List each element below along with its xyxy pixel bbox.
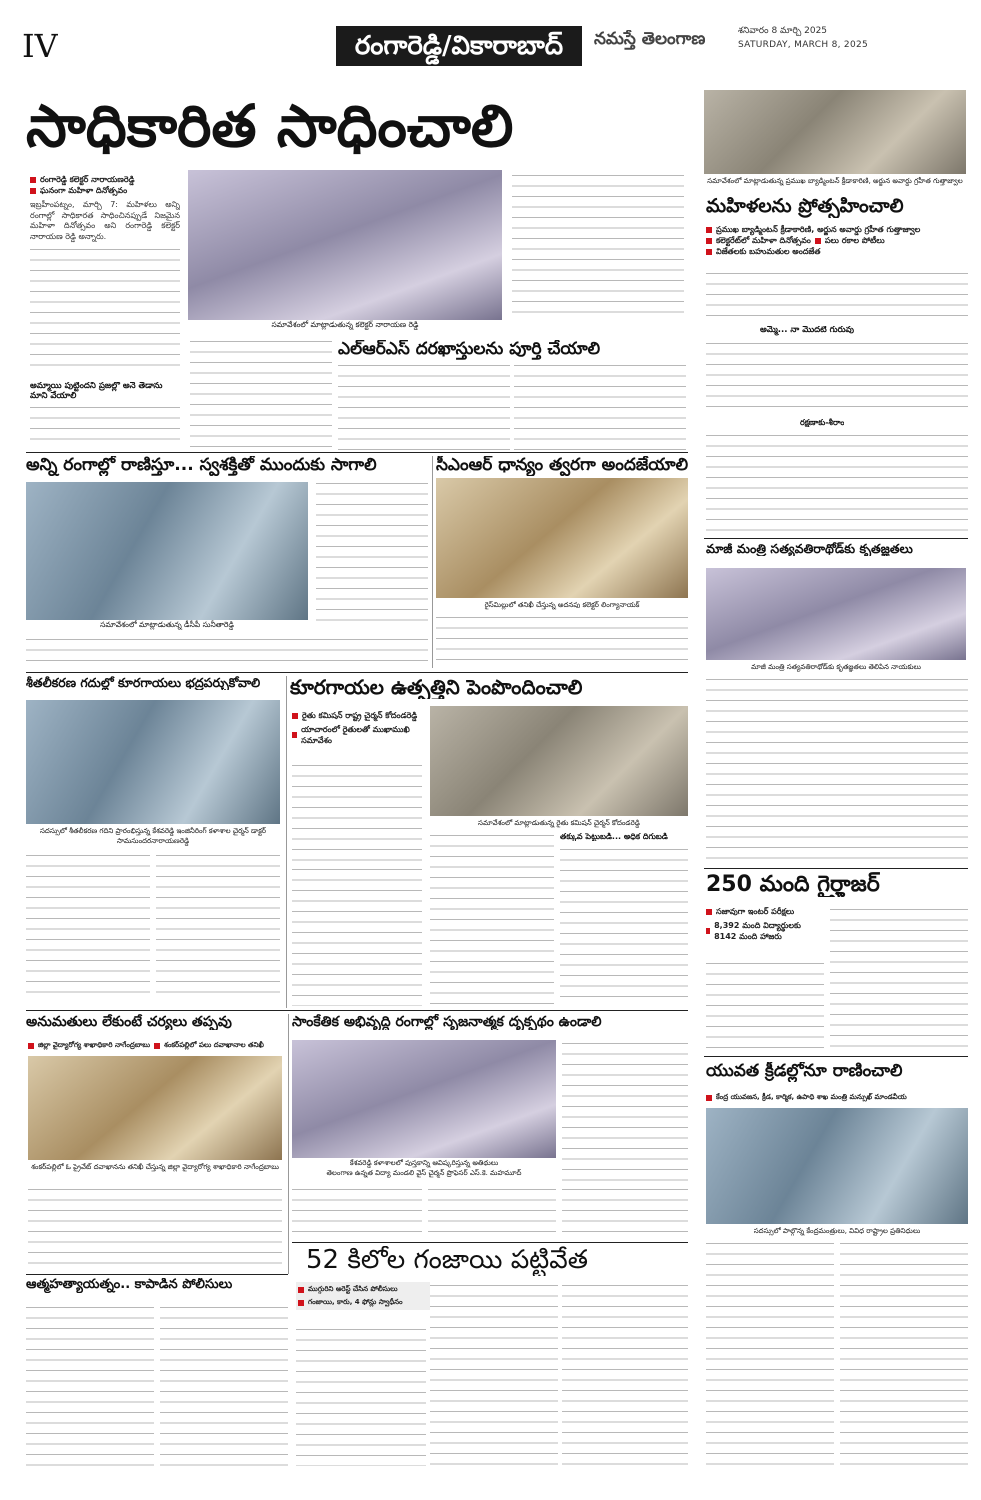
sports-tag: కేంద్ర యువజన, క్రీడ, కార్మిక, ఉపాధి శాఖ మంత్రి మన్సుఖ్ మాండవీయ (706, 1092, 968, 1103)
lead-subhead: అమ్మాయి పుట్టిందని ప్రజల్లో అనే తేడాను మాని వేయాలి (30, 382, 163, 401)
pm-tag-1: జిల్లా వైద్యారోగ్య శాఖాధికారి నాగేంద్రబాబు (38, 1041, 150, 1049)
sports-headline: యువత క్రీడల్లోనూ రాణించాలి (706, 1062, 903, 1081)
ganja-col-c (562, 1282, 688, 1466)
lead-photo (188, 170, 502, 320)
cmr-photo (436, 478, 688, 598)
divider (26, 452, 688, 453)
permits-tags (28, 1040, 288, 1051)
divider (704, 868, 968, 869)
date-telugu: శనివారం 8 మార్చి 2025 (738, 26, 828, 36)
sports-photo-caption: సదస్సులో పాల్గొన్న కేంద్రమంత్రులు, వివిధ రాష్ట్రాల ప్రతినిధులు (706, 1226, 968, 1236)
women-fwd-bottom (26, 636, 428, 668)
right-top-body-2 (706, 340, 968, 416)
gairhazar-tags (706, 906, 822, 942)
pm-tag-2: శంకర్‌పల్లిలో పలు దవాఖానాల తనిఖీ (164, 1041, 264, 1049)
cold-storage-body-b (156, 852, 280, 1002)
vegetables-subhead: తక్కువ పెట్టుబడి... అధిక దిగుబడి (560, 832, 668, 841)
vegetables-lead (292, 762, 422, 862)
technology-body-a (292, 1186, 422, 1240)
women-fwd-col (316, 480, 428, 624)
suicide-body-b (160, 1304, 288, 1466)
vegetables-headline: కూరగాయల ఉత్పత్తిని పెంపొందించాలి (290, 676, 583, 699)
veg-tag-1: రైతు కమిషన్ రాష్ట్ర చైర్మన్ కోదండరెడ్డి (302, 711, 418, 720)
lrs-col-c (514, 362, 686, 450)
divider (292, 1242, 688, 1243)
vegetables-col-c (560, 846, 688, 1006)
col-rule (288, 1014, 289, 1274)
paper-name: నమస్తే తెలంగాణ (594, 30, 706, 49)
permits-photo (28, 1056, 282, 1160)
divider (26, 672, 688, 673)
col-rule (286, 676, 287, 1008)
col-rule (432, 456, 433, 668)
ex-minister-body (706, 676, 968, 862)
gj-tag-2: గంజాయి, కారు, 4 ఫోన్లు స్వాధీనం (308, 1298, 403, 1306)
ganja-col-b (430, 1282, 558, 1466)
right-top-headline: మహిళలను ప్రోత్సహించాలి (706, 196, 904, 217)
ganja-headline: 52 కిలోల గంజాయి పట్టివేత (306, 1246, 588, 1275)
lead-photo-caption: సమావేశంలో మాట్లాడుతున్న కలెక్టర్ నారాయణ రెడ్డి (188, 320, 502, 330)
vegetables-photo (430, 706, 688, 816)
sports-body-b (840, 1240, 968, 1466)
right-top-body-3 (706, 432, 968, 532)
ganja-tags (296, 1282, 430, 1310)
lead-tags (30, 174, 180, 196)
divider (704, 538, 968, 539)
rt-subhead-1: అమ్మే... నా మొదటి గురువు (760, 326, 855, 335)
sports-photo (706, 1108, 968, 1224)
cmr-body (436, 614, 688, 668)
ex-minister-headline: మాజీ మంత్రి సత్యవతిరాథోడ్‌కు కృతజ్ఞతలు (706, 542, 913, 556)
lrs-col-b (338, 362, 510, 450)
district-banner: రంగారెడ్డి/వికారాబాద్ (336, 26, 582, 66)
right-top-tags (706, 224, 968, 257)
vegetables-tags (292, 710, 422, 746)
right-top-body (706, 270, 968, 322)
rt-subhead-2: రక్షణాకు-శీరాం (800, 418, 845, 427)
lrs-col-a (190, 338, 332, 450)
suicide-headline: ఆత్మహత్యాయత్నం.. కాపాడిన పోలీసులు (26, 1278, 233, 1292)
lead-headline: సాధికారిత సాధించాలి (26, 92, 514, 160)
lead-tag-2: ఘనంగా మహిళా దినోత్సవం (40, 186, 128, 195)
lead-tag-1: రంగారెడ్డి కలెక్టర్ నారాయణరెడ్డి (40, 175, 135, 184)
divider (704, 1056, 968, 1057)
cold-storage-photo (26, 700, 280, 824)
vegetables-col-a (292, 866, 422, 1006)
divider (26, 1010, 688, 1011)
gj-tag-1: ముగ్గురిని అరెస్ట్ చేసిన పోలీసులు (308, 1285, 398, 1293)
cmr-headline: సీఎంఆర్ ధాన్యం త్వరగా అందజేయాలి (436, 456, 689, 475)
right-top-photo-caption: సమావేశంలో మాట్లాడుతున్న ప్రముఖ బ్యాడ్మింటన్ క్రీడాకారిణి, అర్జున అవార్డు గ్రహీత గుత్తాజ్వాల (704, 176, 966, 186)
technology-side (562, 1040, 688, 1186)
permits-headline: అనుమతులు లేకుంటే చర్యలు తప్పవు (26, 1014, 232, 1030)
cold-storage-body-a (26, 852, 150, 1002)
suicide-body-a (26, 1304, 154, 1466)
gairhazar-col-a (706, 960, 824, 1052)
permits-body (28, 1186, 282, 1270)
gairhazar-headline: 250 మంది గైర్హాజర్ (706, 872, 880, 897)
date-english: SATURDAY, MARCH 8, 2025 (738, 40, 869, 50)
page-number: IV (22, 28, 58, 65)
rt-tag-3: పలు రకాల పోటీలు (824, 236, 885, 245)
lead-body: ఇబ్రహీంపట్నం, మార్చి 7: మహిళలు అన్ని రంగాల్లో సాధికారత సాధించినప్పుడే నిజమైన మహిళా దినోత్సవం అని రంగారెడ్డి కలెక్టర్ నారాయణ రెడ్డి అన్నారు. (30, 200, 180, 395)
women-fwd-photo-caption: సమావేశంలో మాట్లాడుతున్న డీసీపీ సునీతారెడ్డి (26, 620, 308, 630)
right-top-photo (704, 90, 966, 174)
technology-body-b (428, 1186, 556, 1240)
permits-photo-caption: శంకర్‌పల్లిలో ఓ ప్రైవేట్ దవాఖానను తనిఖీ చేస్తున్న జిల్లా వైద్యారోగ్య శాఖాధికారి నాగేంద్రబాబు (28, 1162, 282, 1172)
cold-storage-headline: శీతలీకరణ గదుల్లో కూరగాయలు భద్రపర్చుకోవాలి (26, 676, 261, 690)
sports-body-a (706, 1240, 834, 1466)
ex-minister-photo (706, 568, 966, 660)
gairhazar-col-b (830, 906, 968, 1052)
cmr-photo-caption: రైస్‌మిల్లులో తనిఖీ చేస్తున్న అదనపు కలెక్టర్ లింగ్యానాయక్ (436, 600, 688, 610)
ex-minister-photo-caption: మాజీ మంత్రి సత్యవతిరాథోడ్‌కు కృతజ్ఞతలు తెలిపిన నాయకులు (706, 662, 966, 672)
masthead (0, 0, 981, 88)
technology-photo-caption-1: కేశవరెడ్డి కళాశాలలో పుస్తకాన్ని ఆవిష్కరిస్తున్న అతిథులు (292, 1158, 556, 1168)
technology-headline: సాంకేతిక అభివృద్ధి రంగాల్లో సృజనాత్మక దృక్పథం ఉండాలి (292, 1014, 602, 1030)
rt-tag-1: ప్రముఖ బ్యాడ్మింటన్ క్రీడాకారిణి, అర్జున అవార్డు గ్రహీత గుత్తాజ్వాల (716, 225, 921, 234)
women-fwd-photo (26, 482, 308, 620)
women-fwd-headline: అన్ని రంగాల్లో రాణిస్తూ... స్వశక్తితో ముందుకు సాగాలి (26, 456, 377, 475)
technology-photo (292, 1040, 556, 1158)
gh-tag-2: 8,392 మంది విద్యార్థులకు 8142 మంది హాజరు (714, 921, 801, 941)
vegetables-col-b (430, 832, 554, 1006)
vegetables-photo-caption: సమావేశంలో మాట్లాడుతున్న రైతు కమిషన్ చైర్మన్ కోదండరెడ్డి (430, 818, 688, 828)
rt-tag-4: విజేతలకు బహుమతుల అందజేత (716, 247, 821, 256)
rt-tag-2: కలెక్టరేట్‌లో మహిళా దినోత్సవం (716, 236, 811, 245)
divider (26, 1274, 288, 1275)
lrs-headline: ఎల్‌ఆర్‌ఎస్ దరఖాస్తులను పూర్తి చేయాలి (338, 340, 601, 359)
veg-tag-2: యాచారంలో రైతులతో ముఖాముఖి సమావేశం (301, 725, 410, 745)
gh-tag-1: సజావుగా ఇంటర్ పరీక్షలు (716, 907, 795, 916)
technology-body-c (562, 1186, 688, 1240)
lead-col2-text (512, 172, 684, 318)
lead-body-more (30, 404, 180, 448)
technology-photo-caption-2: తెలంగాణ ఉన్నత విద్యా మండలి వైస్ చైర్మన్ ప్రొఫెసర్ ఎస్.కె. మహమూద్ (292, 1168, 556, 1178)
cold-storage-photo-caption: సదస్సులో శీతలీకరణ గదిని ప్రారంభిస్తున్న కేశవరెడ్డి ఇంజినీరింగ్ కళాశాల చైర్మన్ డాక్టర్ సామసుందరనారాయణరెడ్డి (26, 826, 280, 846)
ganja-col-a (296, 1326, 426, 1466)
